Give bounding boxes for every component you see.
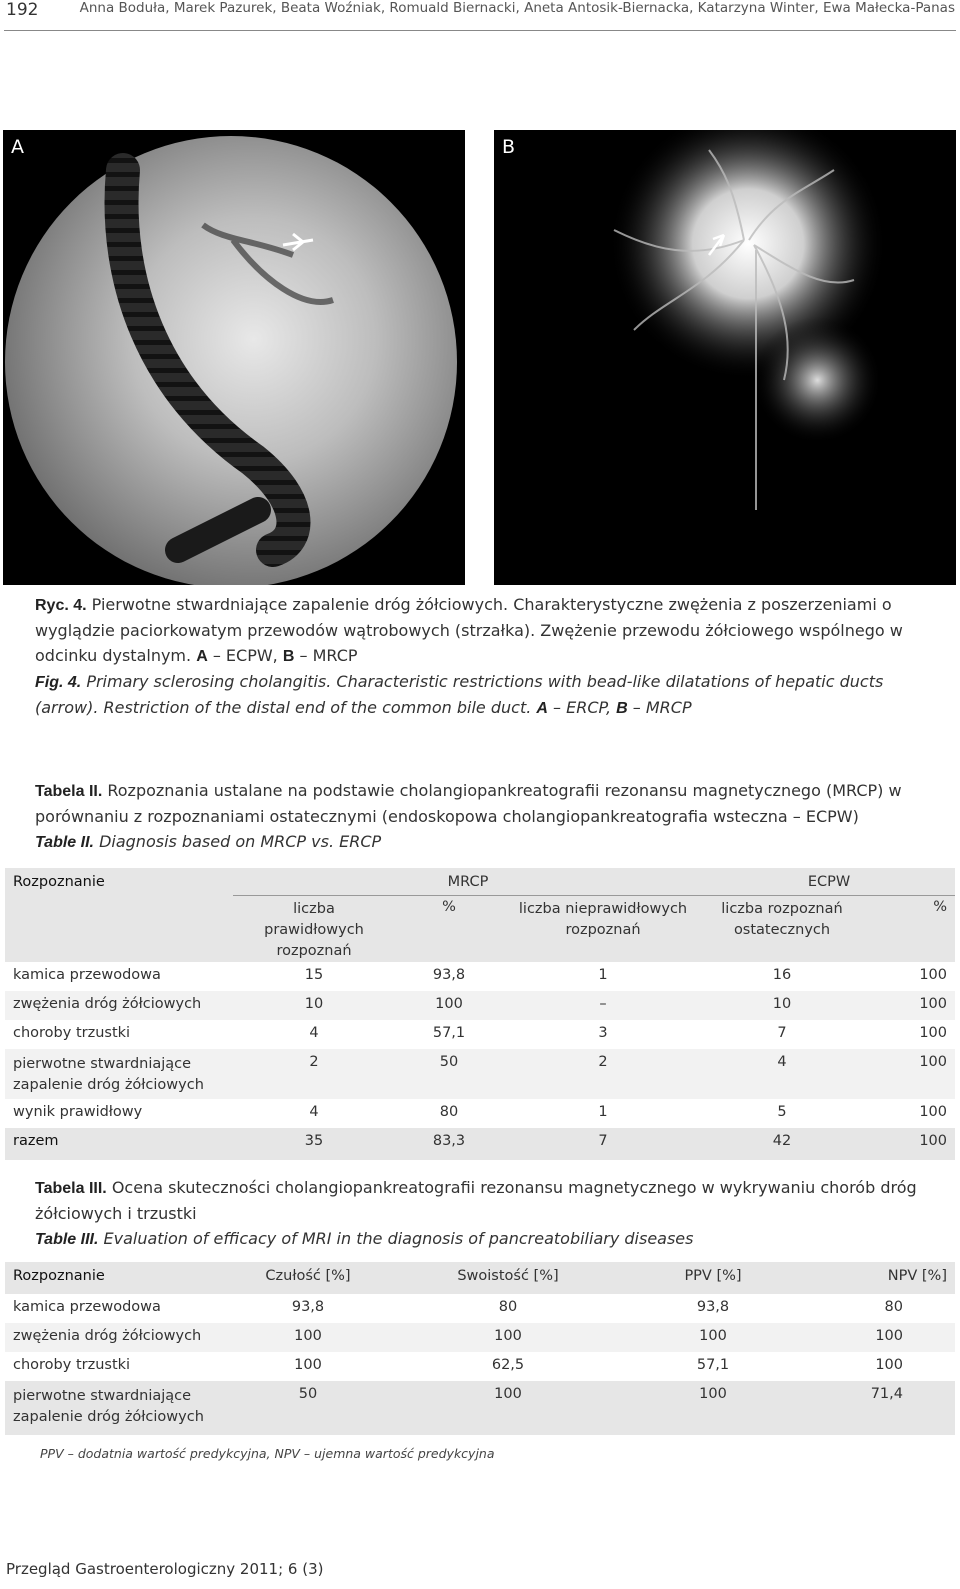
table3-header-rozpoznanie: Rozpoznanie [5, 1262, 233, 1294]
table2-header-ecpw: ECPW [703, 868, 955, 895]
table2-caption [35, 778, 925, 855]
table3-row-label-line1: pierwotne stwardniające [13, 1388, 192, 1404]
figure-caption-pl-text: Pierwotne stwardniające zapalenie dróg żółciowych. Charakterystyczne zwężenia z poszerzeniami o wyglądzie paciorkowatym przewodów wątrobowych (strzałka). Zwężenie przewodu żółciowego wspólnego w odcinku dystalnym. [35, 595, 903, 665]
table2-row-label-total: razem [5, 1128, 233, 1160]
table2-header-correct [233, 895, 395, 962]
table3-cell-npv: 100 [793, 1323, 955, 1352]
figure-caption-en [35, 669, 925, 721]
mrcp-scan-image [494, 130, 956, 585]
table2-cell-percent2: 100 [861, 1128, 955, 1160]
table2-cell-incorrect: 3 [503, 1020, 703, 1049]
table2-cell-incorrect: 2 [503, 1049, 703, 1099]
figure-caption [35, 592, 925, 721]
table2-row-label: wynik prawidłowy [5, 1099, 233, 1128]
figure-caption-pl-b-text: – MRCP [294, 646, 358, 665]
table3-cell-specificity: 80 [383, 1294, 633, 1323]
table3-cell-specificity: 100 [383, 1323, 633, 1352]
table2-caption-pl-label: Tabela II. [35, 783, 103, 800]
figure-caption-en-text: Primary sclerosing cholangitis. Characteristic restrictions with bead-like dilatations of hepatic ducts (arrow). Restriction of the distal end of the common bile duct. [35, 672, 884, 717]
table2-caption-en [35, 829, 925, 855]
panel-a-label: A [11, 136, 24, 158]
table3-mri-efficacy [5, 1262, 955, 1435]
table2-cell-incorrect: – [503, 991, 703, 1020]
table3-caption-pl [35, 1175, 925, 1226]
figure-caption-en-a: A [536, 700, 548, 717]
table2-cell-incorrect: 7 [503, 1128, 703, 1160]
table2-cell-final: 10 [703, 991, 861, 1020]
table3-cell-sensitivity: 93,8 [233, 1294, 383, 1323]
table2-header-empty [5, 895, 233, 962]
table2-cell-percent: 50 [395, 1049, 503, 1099]
table2-header-final-line1: liczba rozpoznań [721, 900, 843, 917]
table3-row-label: choroby trzustki [5, 1352, 233, 1381]
figure-panel-a-ercp-image [3, 130, 465, 585]
table3-row-label: zwężenia dróg żółciowych [5, 1323, 233, 1352]
page-number: 192 [6, 0, 39, 20]
table2-row-label [5, 1049, 233, 1099]
figure-caption-en-label: Fig. 4. [35, 674, 82, 691]
table3-caption-pl-text: Ocena skuteczności cholangiopankreatografii rezonansu magnetycznego w wykrywaniu chorób dróg żółciowych i trzustki [35, 1178, 917, 1223]
journal-footer: Przegląd Gastroenterologiczny 2011; 6 (3) [6, 1560, 324, 1578]
table3-row-label: kamica przewodowa [5, 1294, 233, 1323]
table2-cell-correct: 10 [233, 991, 395, 1020]
table2-row-label: zwężenia dróg żółciowych [5, 991, 233, 1020]
table3-cell-sensitivity: 50 [233, 1381, 383, 1435]
table2-cell-percent2: 100 [861, 1020, 955, 1049]
table3-caption [35, 1175, 925, 1252]
table3-row-label-line2: zapalenie dróg żółciowych [13, 1409, 204, 1425]
table2-caption-pl-text: Rozpoznania ustalane na podstawie cholangiopankreatografii rezonansu magnetycznego (MRCP) w porównaniu z rozpoznaniami ostatecznymi (endoskopowa cholangiopankreatografia wsteczna – ECPW) [35, 781, 902, 826]
table3-cell-npv: 71,4 [793, 1381, 955, 1435]
table2-row-label-line2: zapalenie dróg żółciowych [13, 1076, 204, 1093]
ercp-radiograph-image [3, 130, 465, 585]
table2-header-incorrect [503, 895, 703, 962]
table3-cell-specificity: 100 [383, 1381, 633, 1435]
table3-header-sensitivity: Czułość [%] [233, 1262, 383, 1294]
header-divider [4, 30, 956, 31]
table2-header-final-line2: ostatecznych [733, 921, 831, 938]
table2-header-incorrect-line1: liczba nieprawidłowych [518, 900, 688, 917]
table3-cell-specificity: 62,5 [383, 1352, 633, 1381]
table2-caption-pl [35, 778, 925, 829]
table3-header-ppv: PPV [%] [633, 1262, 793, 1294]
figure-panel-b-mrcp-image [494, 130, 956, 585]
table3-cell-npv: 100 [793, 1352, 955, 1381]
table2-cell-final: 7 [703, 1020, 861, 1049]
table2-cell-final: 4 [703, 1049, 861, 1099]
table2-cell-percent: 57,1 [395, 1020, 503, 1049]
table2-cell-percent2: 100 [861, 991, 955, 1020]
table3-footnote: PPV – dodatnia wartość predykcyjna, NPV – ujemna wartość predykcyjna [40, 1446, 495, 1461]
panel-b-label: B [502, 136, 516, 158]
table2-mrcp-vs-ecpw [5, 868, 955, 1160]
table3-cell-npv: 80 [793, 1294, 955, 1323]
table2-header-correct-line1: liczba prawidłowych [264, 900, 364, 938]
table2-cell-final: 16 [703, 962, 861, 991]
table2-cell-percent: 83,3 [395, 1128, 503, 1160]
table2-cell-percent2: 100 [861, 1049, 955, 1099]
figure-caption-en-b: B [616, 700, 628, 717]
table2-header-final [703, 895, 861, 962]
table2-header-percent: % [395, 895, 503, 962]
table2-cell-incorrect: 1 [503, 1099, 703, 1128]
table2-header-rozpoznanie: Rozpoznanie [5, 868, 233, 895]
table2-cell-correct: 2 [233, 1049, 395, 1099]
table3-header-npv: NPV [%] [793, 1262, 955, 1294]
figure-caption-pl-b: B [282, 648, 295, 665]
running-head-authors: Anna Boduła, Marek Pazurek, Beata Woźniak, Romuald Biernacki, Aneta Antosik-Biernacka, Katarzyna Winter, Ewa Małecka-Panas [79, 0, 955, 16]
page-header [0, 0, 960, 32]
table3-cell-ppv: 57,1 [633, 1352, 793, 1381]
table3-caption-en-text: Evaluation of efficacy of MRI in the diagnosis of pancreatobiliary diseases [98, 1229, 694, 1248]
table2-cell-correct: 15 [233, 962, 395, 991]
table3-cell-sensitivity: 100 [233, 1352, 383, 1381]
table2-cell-percent: 80 [395, 1099, 503, 1128]
figure-caption-en-b-text: – MRCP [627, 698, 692, 717]
table2-cell-percent: 93,8 [395, 962, 503, 991]
table2-header-correct-line2: rozpoznań [276, 942, 352, 959]
table2-header-incorrect-line2: rozpoznań [565, 921, 641, 938]
table2-cell-correct: 4 [233, 1099, 395, 1128]
figure-caption-pl-a-text: – ECPW, [207, 646, 283, 665]
table2-cell-final: 5 [703, 1099, 861, 1128]
table3-caption-pl-label: Tabela III. [35, 1180, 107, 1197]
table2-cell-percent2: 100 [861, 1099, 955, 1128]
table2-cell-percent2: 100 [861, 962, 955, 991]
figure-caption-en-a-text: – ERCP, [547, 698, 617, 717]
table2-cell-incorrect: 1 [503, 962, 703, 991]
table2-row-label: kamica przewodowa [5, 962, 233, 991]
table3-cell-ppv: 100 [633, 1323, 793, 1352]
table2-caption-en-label: Table II. [35, 834, 94, 851]
table3-row-label [5, 1381, 233, 1435]
figure-caption-pl-label: Ryc. 4. [35, 597, 87, 614]
figure-caption-pl-a: A [196, 648, 208, 665]
table3-cell-ppv: 100 [633, 1381, 793, 1435]
table2-header-percent2: % [861, 895, 955, 962]
table3-cell-sensitivity: 100 [233, 1323, 383, 1352]
table3-caption-en-label: Table III. [35, 1231, 99, 1248]
table2-cell-percent: 100 [395, 991, 503, 1020]
table2-row-label-line1: pierwotne stwardniające [13, 1055, 192, 1072]
table2-caption-en-text: Diagnosis based on MRCP vs. ERCP [93, 832, 382, 851]
table2-cell-correct: 35 [233, 1128, 395, 1160]
table2-cell-correct: 4 [233, 1020, 395, 1049]
table3-caption-en [35, 1226, 925, 1252]
figure-caption-pl [35, 592, 925, 669]
table2-row-label: choroby trzustki [5, 1020, 233, 1049]
table3-cell-ppv: 93,8 [633, 1294, 793, 1323]
table2-cell-final: 42 [703, 1128, 861, 1160]
table2-header-mrcp: MRCP [233, 868, 703, 895]
table3-header-specificity: Swoistość [%] [383, 1262, 633, 1294]
